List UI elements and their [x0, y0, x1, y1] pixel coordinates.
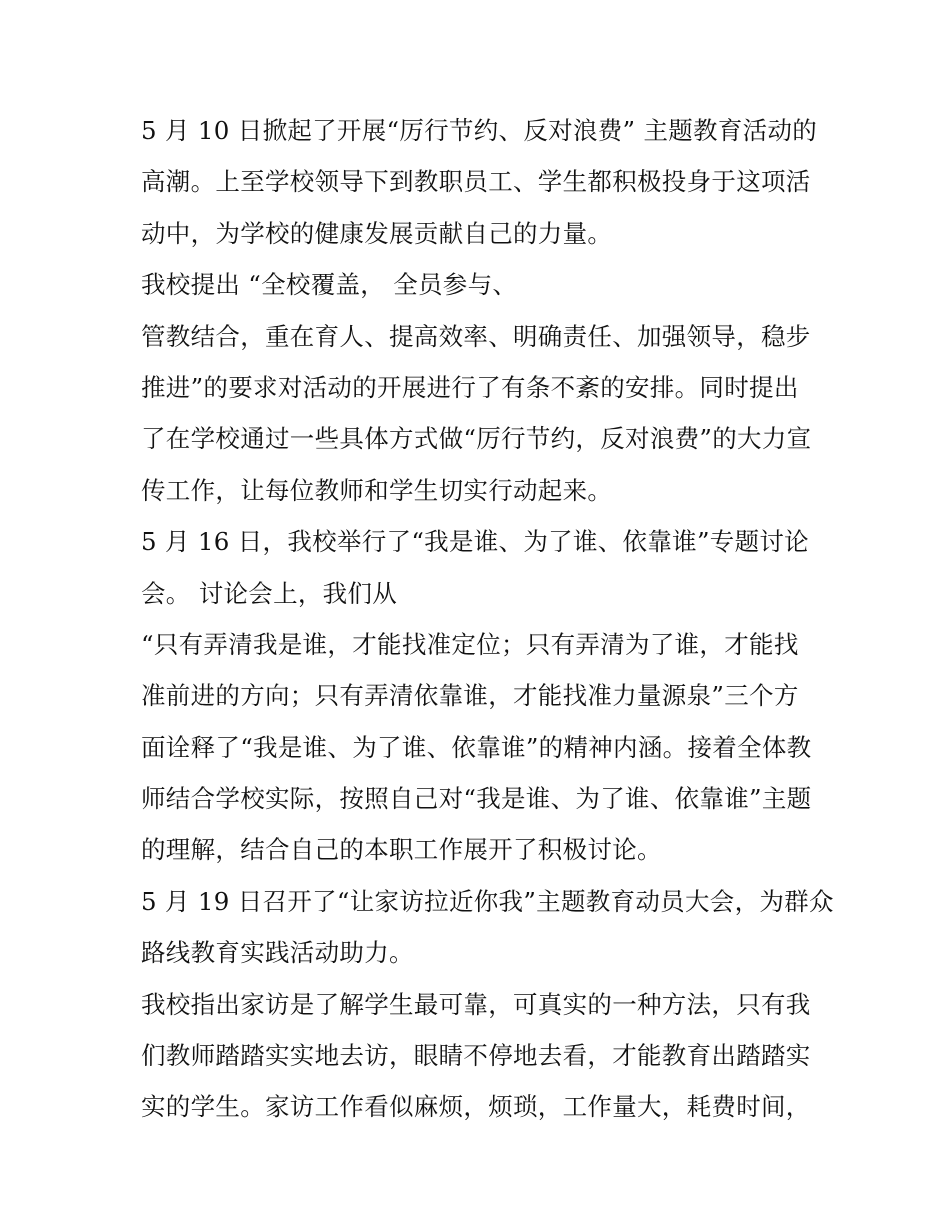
text-line: 面诠释了“我是谁、为了谁、依靠谁”的精神内涵。接着全体教 [141, 732, 812, 762]
text-line: 传工作，让每位教师和学生切实行动起来。 [141, 475, 613, 505]
text-line: 实的学生。家访工作看似麻烦，烦琐，工作量大，耗费时间， [141, 1092, 811, 1122]
text-line: 我校提出 “全校覆盖， 全员参与、 [141, 270, 518, 300]
text-line: 5 月 19 日召开了“让家访拉近你我”主题教育动员大会，为群众 [141, 886, 834, 916]
document-body [141, 108, 834, 1136]
text-line: 动中，为学校的健康发展贡献自己的力量。 [141, 218, 613, 248]
text-line: 准前进的方向；只有弄清依靠谁，才能找准力量源泉”三个方 [141, 681, 799, 711]
text-line: 我校指出家访是了解学生最可靠，可真实的一种方法，只有我 [141, 989, 811, 1019]
text-line: 管教结合，重在育人、提高效率、明确责任、加强领导，稳步 [141, 321, 811, 351]
text-line: 了在学校通过一些具体方式做“厉行节约，反对浪费”的大力宣 [141, 424, 812, 454]
text-line: 高潮。上至学校领导下到教职员工、学生都积极投身于这项活 [141, 167, 811, 197]
text-line: 们教师踏踏实实地去访，眼睛不停地去看，才能教育出踏踏实 [141, 1041, 811, 1071]
text-line: 推进”的要求对活动的开展进行了有条不紊的安排。同时提出 [141, 372, 799, 402]
text-line: 5 月 10 日掀起了开展“厉行节约、反对浪费” 主题教育活动的 [141, 116, 818, 145]
text-line: 路线教育实践活动助力。 [141, 938, 414, 968]
text-line: 的理解，结合自己的本职工作展开了积极讨论。 [141, 835, 662, 865]
text-line: 会。 讨论会上，我们从 [141, 578, 398, 608]
text-line: 5 月 16 日，我校举行了“我是谁、为了谁、依靠谁”专题讨论 [141, 527, 809, 557]
text-line: “只有弄清我是谁，才能找准定位；只有弄清为了谁，才能找 [141, 629, 799, 659]
text-line: 师结合学校实际，按照自己对“我是谁、为了谁、依靠谁”主题 [141, 784, 812, 814]
